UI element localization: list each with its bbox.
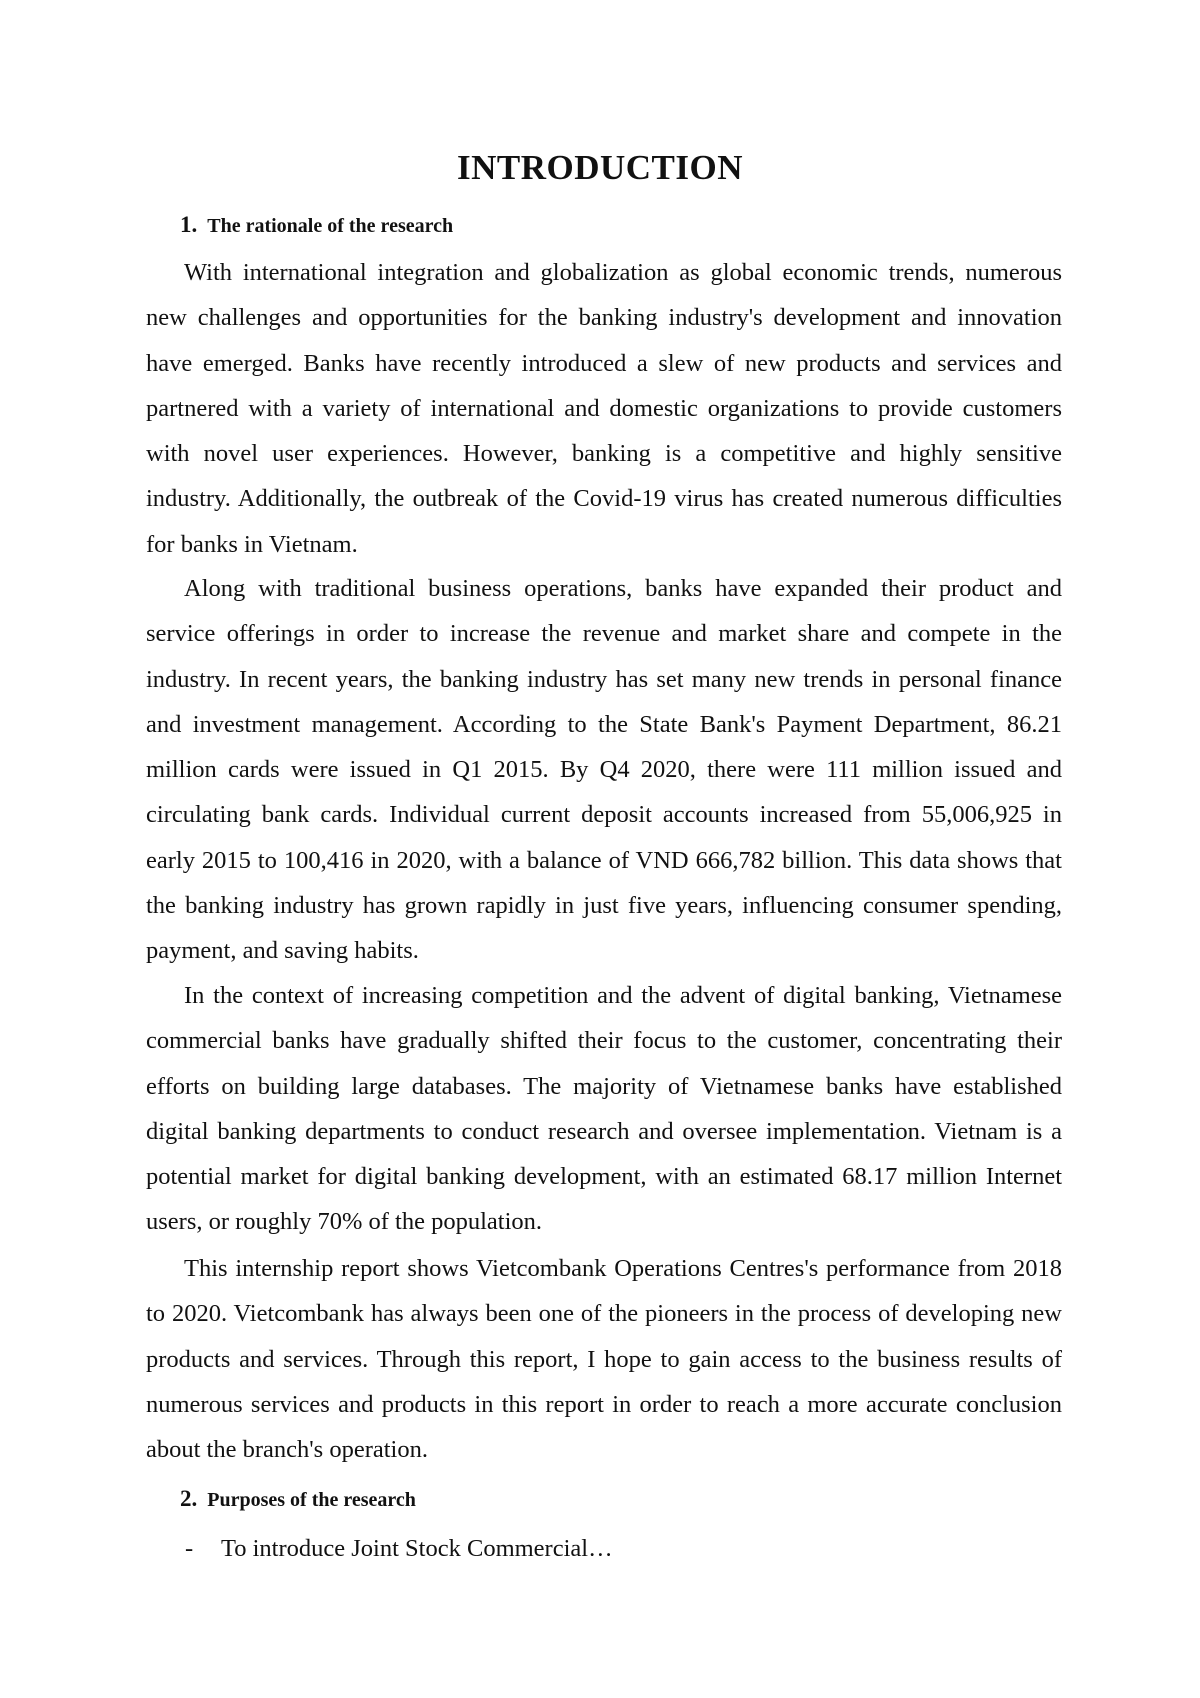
section-2-heading [180, 1484, 416, 1515]
section-2-heading-text: Purposes of the research [207, 1489, 416, 1511]
page-title: INTRODUCTION [456, 148, 744, 187]
paragraph-3: In the context of increasing competition and the advent of digital banking, Vietnamese commercial banks have gradually shifted their focus to the customer, concentrating their efforts on building large databases. The majority of Vietnamese banks have established digital banking departments to conduct research and oversee implementation. Vietnam is a potential market for digital banking development, with an estimated 68.17 million Internet users, or roughly 70% of the population. [146, 982, 1062, 1236]
section-1-heading [180, 210, 453, 241]
section-1-heading-text: The rationale of the research [207, 215, 454, 237]
section-2-number: 2. [180, 1486, 198, 1511]
paragraph-1: With international integration and globalization as global economic trends, numerous new challenges and opportunities for the banking industry's development and innovation have emerged. Banks have recently introduced a slew of new products and services and partnered with a variety of international and domestic organizations to provide customers with novel user experiences. However, banking is a competitive and highly sensitive industry. Additionally, the outbreak of the Covid-19 virus has created numerous difficulties for banks in Vietnam. [146, 259, 1062, 558]
section-1-number: 1. [180, 212, 198, 237]
bullet-dash: - [185, 1535, 194, 1562]
bullet-item [185, 1526, 613, 1571]
paragraph-4: This internship report shows Vietcombank Operations Centres's performance from 2018 to 2020. Vietcombank has always been one of the pioneers in the process of developing new products and services. Through this report, I hope to gain access to the business results of numerous services and products in this report in order to reach a more accurate conclusion about the branch's operation. [146, 1255, 1062, 1464]
bullet-text: To introduce Joint Stock Commercial… [221, 1535, 613, 1562]
paragraph-2: Along with traditional business operations, banks have expanded their product and service offerings in order to increase the revenue and market share and compete in the industry. In recent years, the banking industry has set many new trends in personal finance and investment management. According to the State Bank's Payment Department, 86.21 million cards were issued in Q1 2015. By Q4 2020, there were 111 million issued and circulating bank cards. Individual current deposit accounts increased from 55,006,925 in early 2015 to 100,416 in 2020, with a balance of VND 666,782 billion. This data shows that the banking industry has grown rapidly in just five years, influencing consumer spending, payment, and saving habits. [146, 575, 1062, 965]
